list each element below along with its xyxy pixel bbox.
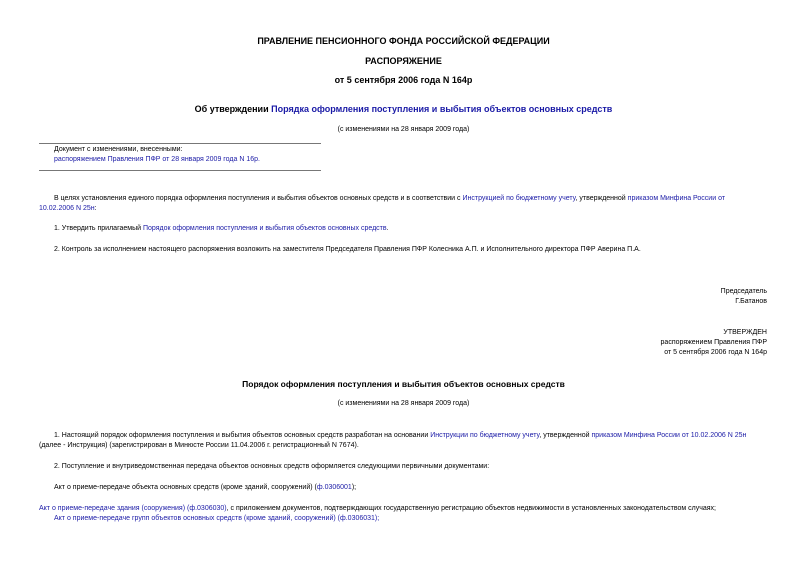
divider-bottom xyxy=(39,170,321,171)
act-2-text: , с приложением документов, подтверждающих государственную регистрацию объектов недвижимости в установленных законодательством случаях; xyxy=(226,505,716,512)
act-1 xyxy=(54,484,356,491)
changes-link[interactable]: распоряжением Правления ПФР от 28 января 2009 года N 16р. xyxy=(54,156,260,163)
document-date: от 5 сентября 2006 года N 164р xyxy=(334,75,473,85)
order-link-part2[interactable]: 10.02.2006 N 25н xyxy=(39,205,95,212)
clause-1-text-1: 1. Настоящий порядок оформления поступления и выбытия объектов основных средств разработан на основании xyxy=(54,432,429,439)
clause-1-line-2: (далее - Инструкция) (зарегистрирован в Минюсте России 11.04.2006 г. регистрационный N 7674). xyxy=(39,442,359,449)
approval-title: УТВЕРЖДЕН xyxy=(723,329,767,336)
preamble-line-2 xyxy=(39,205,97,212)
item-2: 2. Контроль за исполнением настоящего распоряжения возложить на заместителя Председателя Правления ПФР Колесника А.П. и Исполнительного директора ПФР Аверина П.А. xyxy=(54,246,641,253)
authority-heading: ПРАВЛЕНИЕ ПЕНСИОННОГО ФОНДА РОССИЙСКОЙ ФЕДЕРАЦИИ xyxy=(257,36,550,46)
order-link-part1[interactable]: приказом Минфина России от xyxy=(627,195,726,202)
clause-1-order-link[interactable]: приказом Минфина России от 10.02.2006 N 25н xyxy=(591,432,747,439)
signature-name: Г.Батанов xyxy=(735,298,767,305)
clause-1-line-1 xyxy=(54,432,746,439)
act-1-text: Акт о приеме-передаче объекта основных средств (кроме зданий, сооружений) ( xyxy=(54,484,317,491)
preamble-text-1: В целях установления единого порядка оформления поступления и выбытия объектов основных средств и в соответствии с xyxy=(54,195,461,202)
clause-1-text-2: , утвержденной xyxy=(539,432,590,439)
instruction-link[interactable]: Инструкцией по бюджетному учету xyxy=(462,195,576,202)
divider-top xyxy=(39,143,321,144)
act-building-link[interactable]: Акт о приеме-передаче здания (сооружения) (ф.0306030) xyxy=(39,505,227,512)
changes-label: Документ с изменениями, внесенными: xyxy=(54,146,183,153)
act-1-end: ); xyxy=(351,484,357,491)
title-prefix: Об утверждении xyxy=(194,104,269,114)
act-group-link[interactable]: Акт о приеме-передаче групп объектов основных средств (кроме зданий, сооружений) (ф.0306031); xyxy=(54,515,380,522)
preamble-text-3: : xyxy=(94,205,97,212)
form-0306001-link[interactable]: ф.0306001 xyxy=(316,484,352,491)
preamble-text-2: , утвержденной xyxy=(575,195,626,202)
document-title xyxy=(0,104,807,114)
item-1 xyxy=(54,225,389,232)
procedure-link[interactable]: Порядок оформления поступления и выбытия объектов основных средств xyxy=(142,225,387,232)
amendment-note: (с изменениями на 28 января 2009 года) xyxy=(337,126,470,133)
item-1-text: 1. Утвердить прилагаемый xyxy=(54,225,142,232)
title-link[interactable]: Порядка оформления поступления и выбытия объектов основных средств xyxy=(271,104,613,114)
signature-position: Председатель xyxy=(720,288,767,295)
approval-line-1: распоряжением Правления ПФР xyxy=(660,339,767,346)
approval-line-2: от 5 сентября 2006 года N 164р xyxy=(664,349,767,356)
preamble-line-1 xyxy=(54,195,725,202)
annex-title: Порядок оформления поступления и выбытия объектов основных средств xyxy=(242,379,565,389)
clause-2: 2. Поступление и внутриведомственная передача объектов основных средств оформляется следующими первичными документами: xyxy=(54,463,490,470)
clause-1-instruction-link[interactable]: Инструкции по бюджетному учету xyxy=(430,432,540,439)
item-1-end: . xyxy=(386,225,389,232)
document-type: РАСПОРЯЖЕНИЕ xyxy=(365,56,442,66)
annex-amendment-note: (с изменениями на 28 января 2009 года) xyxy=(337,400,470,407)
act-2 xyxy=(39,505,716,512)
